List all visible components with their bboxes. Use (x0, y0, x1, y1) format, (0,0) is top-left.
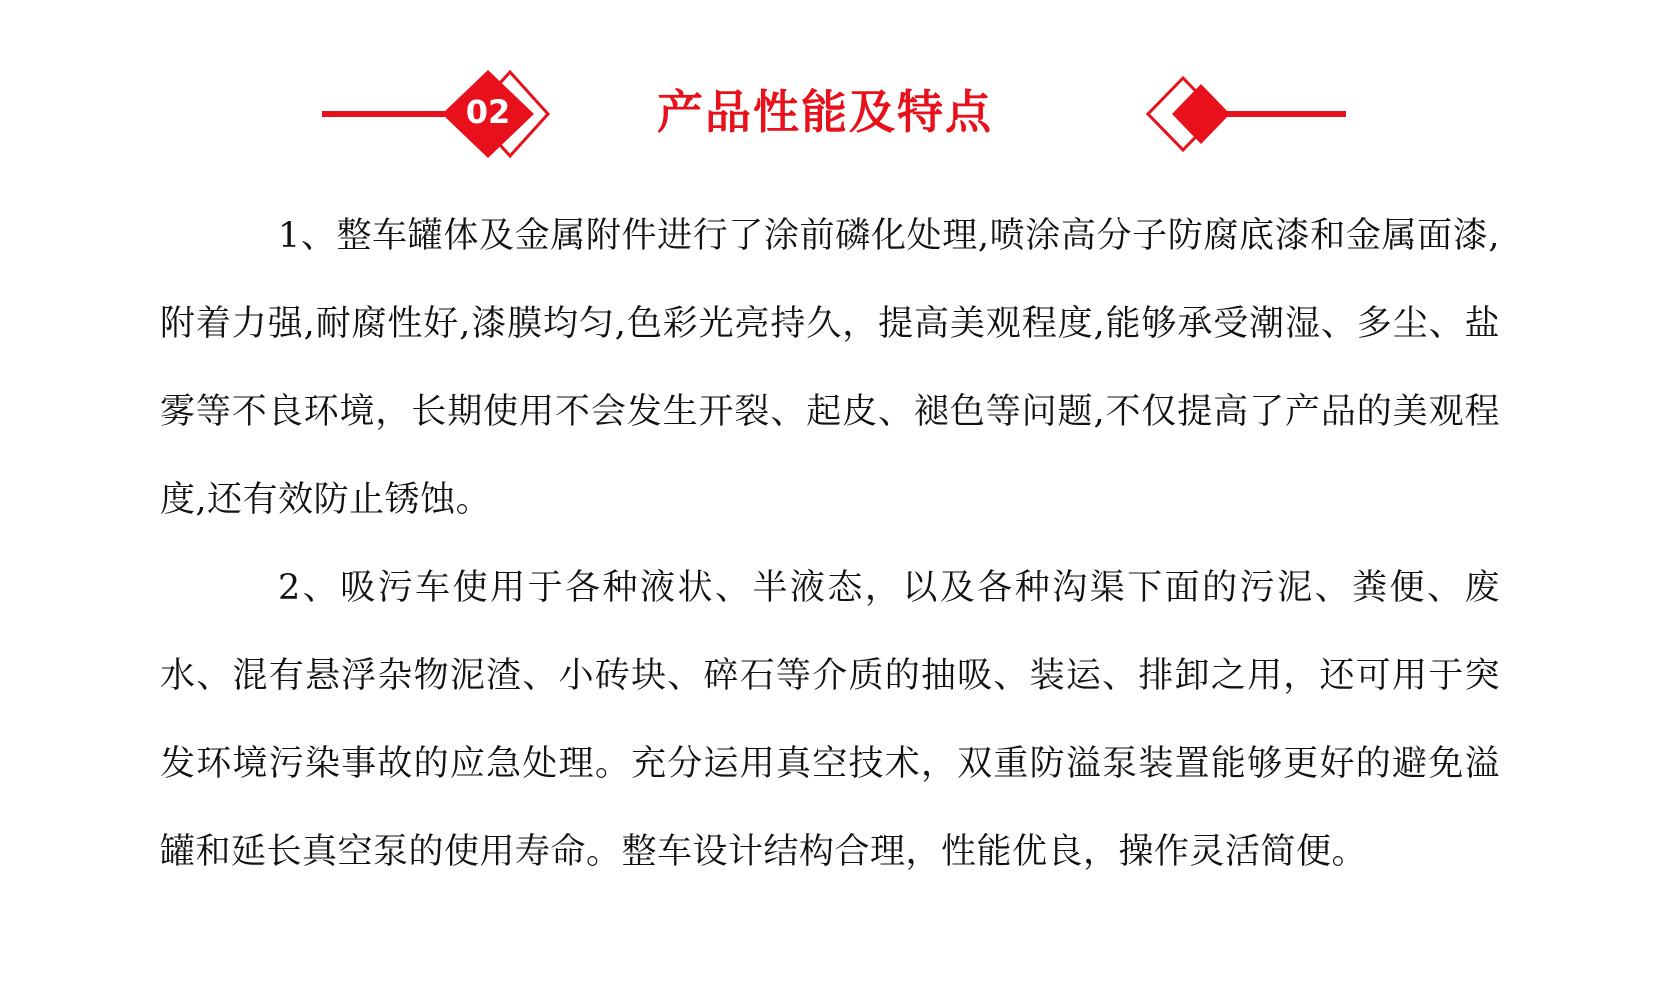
feature-description (160, 192, 1500, 896)
section-title: 产品性能及特点 (657, 85, 993, 139)
feature-paragraph-1: 1、整车罐体及金属附件进行了涂前磷化处理,喷涂高分子防腐底漆和金属面漆, 附着力强,耐腐性好,漆膜均匀,色彩光亮持久，提高美观程度,能够承受潮湿、多尘、盐雾等不良环境，长期使用不会发生开裂、起皮、褪色等问题,不仅提高了产品的美观程度,还有效防止锈蚀。 (160, 216, 1500, 520)
header-right-diamond (1172, 84, 1230, 144)
section-header (0, 0, 1654, 170)
feature-paragraph-2: 2、吸污车使用于各种液状、半液态，以及各种沟渠下面的污泥、粪便、废水、混有悬浮杂物泥渣、小砖块、碎石等介质的抽吸、装运、排卸之用，还可用于突发环境污染事故的应急处理。充分运用真空技术，双重防溢泵装置能够更好的避免溢罐和延长真空泵的使用寿命。整车设计结构合理，性能优良，操作灵活简便。 (160, 568, 1500, 872)
section-number: 02 (465, 93, 511, 131)
